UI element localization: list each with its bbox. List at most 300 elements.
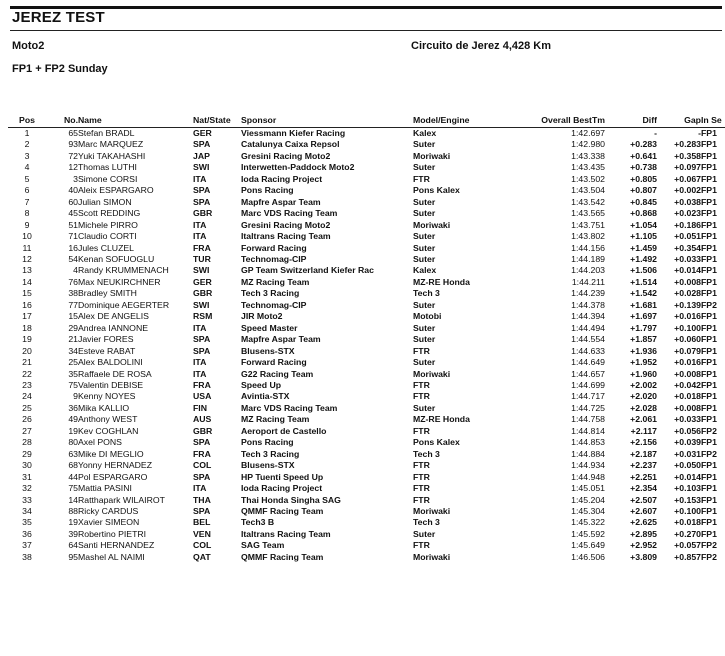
cell-nationality: GBR	[193, 425, 213, 436]
table-row	[8, 254, 725, 265]
cell-pos: 37	[22, 540, 32, 551]
cell-sponsor: JIR Moto2	[241, 311, 283, 322]
col-header-name: Name	[78, 114, 193, 128]
cell-gap: +0.100	[674, 505, 701, 516]
cell-sponsor: Aeroport de Castello	[241, 425, 327, 436]
cell-pos: 8	[24, 208, 30, 219]
cell-sponsor: GP Team Switzerland Kiefer Rac	[241, 265, 374, 276]
cell-rider-name: Axel PONS	[78, 437, 122, 448]
cell-gap: +0.031	[674, 448, 701, 459]
col-header-diff: Diff	[605, 114, 657, 128]
cell-session: FP1	[701, 128, 717, 138]
cell-number: 19	[68, 517, 78, 528]
cell-session: FP1	[701, 311, 717, 322]
cell-best-time: 1:44.884	[571, 448, 605, 459]
table-row	[8, 403, 725, 414]
circuit-label: Circuito de Jerez 4,428 Km	[411, 40, 552, 52]
cell-session: FP1	[701, 471, 717, 482]
cell-sponsor: Marc VDS Racing Team	[241, 402, 338, 413]
cell-best-time: 1:44.717	[571, 391, 605, 402]
table-row	[8, 151, 725, 162]
cell-sponsor: QMMF Racing Team	[241, 505, 324, 516]
table-row	[8, 437, 725, 448]
cell-diff: +2.237	[630, 460, 657, 471]
cell-pos: 18	[22, 322, 32, 333]
cell-nationality: AUS	[193, 414, 212, 425]
cell-nationality: FRA	[193, 448, 211, 459]
table-row	[8, 277, 725, 288]
cell-pos: 28	[22, 437, 32, 448]
cell-pos: 24	[22, 391, 32, 402]
cell-pos: 32	[22, 483, 32, 494]
cell-gap: +0.354	[674, 242, 701, 253]
cell-best-time: 1:44.239	[571, 288, 605, 299]
cell-pos: 30	[22, 460, 32, 471]
class-label: Moto2	[12, 40, 45, 52]
cell-model-engine: Moriwaki	[413, 150, 451, 161]
cell-nationality: TUR	[193, 253, 211, 264]
cell-model-engine: Suter	[413, 162, 436, 173]
cell-nationality: SPA	[193, 334, 211, 345]
cell-best-time: 1:44.814	[571, 425, 605, 436]
cell-nationality: SPA	[193, 185, 211, 196]
table-row	[8, 231, 725, 242]
cell-model-engine: Suter	[413, 196, 436, 207]
cell-pos: 31	[22, 471, 32, 482]
cell-pos: 13	[22, 265, 32, 276]
cell-model-engine: FTR	[413, 471, 430, 482]
cell-sponsor: Forward Racing	[241, 242, 307, 253]
cell-diff: +0.868	[630, 208, 657, 219]
table-row	[8, 506, 725, 517]
cell-gap: +0.056	[674, 425, 701, 436]
cell-pos: 3	[24, 150, 30, 161]
col-header-sponsor: Sponsor	[241, 114, 413, 128]
col-header-in-session: In Se	[701, 114, 725, 128]
cell-gap: +0.038	[674, 196, 701, 207]
header-rule	[10, 6, 722, 9]
cell-gap: -	[698, 128, 701, 138]
cell-rider-name: Mattia PASINI	[78, 483, 132, 494]
table-row	[8, 323, 725, 334]
cell-model-engine: Tech 3	[413, 517, 440, 528]
cell-best-time: 1:43.435	[571, 162, 605, 173]
cell-model-engine: Moriwaki	[413, 368, 451, 379]
cell-diff: +0.807	[630, 185, 657, 196]
cell-rider-name: Thomas LUTHI	[78, 162, 137, 173]
cell-sponsor: SAG Team	[241, 540, 285, 551]
cell-nationality: GBR	[193, 288, 213, 299]
cell-diff: +1.797	[630, 322, 657, 333]
cell-diff: +2.354	[630, 483, 657, 494]
cell-pos: 36	[22, 528, 32, 539]
cell-nationality: SPA	[193, 345, 211, 356]
cell-pos: 4	[24, 162, 30, 173]
cell-number: 77	[68, 299, 78, 310]
cell-pos: 16	[22, 299, 32, 310]
table-row	[8, 472, 725, 483]
cell-model-engine: FTR	[413, 483, 430, 494]
cell-number: 35	[68, 368, 78, 379]
cell-model-engine: Suter	[413, 242, 436, 253]
cell-gap: +0.018	[674, 517, 701, 528]
cell-sponsor: Ioda Racing Project	[241, 173, 323, 184]
table-row	[8, 334, 725, 345]
cell-gap: +0.023	[674, 208, 701, 219]
cell-number: 45	[68, 208, 78, 219]
cell-model-engine: Suter	[413, 139, 436, 150]
cell-nationality: FRA	[193, 379, 211, 390]
cell-number: 68	[68, 460, 78, 471]
table-row	[8, 288, 725, 299]
cell-sponsor: G22 Racing Team	[241, 368, 314, 379]
cell-number: 39	[68, 528, 78, 539]
table-row	[8, 357, 725, 368]
cell-rider-name: Alex DE ANGELIS	[78, 311, 149, 322]
cell-model-engine: Moriwaki	[413, 505, 451, 516]
cell-gap: +0.008	[674, 368, 701, 379]
cell-number: 4	[73, 265, 78, 276]
cell-number: 95	[68, 551, 78, 562]
cell-best-time: 1:44.853	[571, 437, 605, 448]
cell-sponsor: MZ Racing Team	[241, 276, 310, 287]
cell-pos: 29	[22, 448, 32, 459]
cell-pos: 21	[22, 357, 32, 368]
cell-pos: 23	[22, 379, 32, 390]
cell-pos: 1	[24, 128, 30, 138]
cell-best-time: 1:43.542	[571, 196, 605, 207]
cell-diff: +2.156	[630, 437, 657, 448]
cell-pos: 38	[22, 551, 32, 562]
cell-session: FP1	[701, 528, 717, 539]
cell-diff: +1.697	[630, 311, 657, 322]
cell-model-engine: FTR	[413, 345, 430, 356]
cell-rider-name: Yuki TAKAHASHI	[78, 150, 146, 161]
cell-sponsor: Tech3 B	[241, 517, 275, 528]
cell-sponsor: Speed Master	[241, 322, 298, 333]
cell-pos: 10	[22, 231, 32, 242]
cell-number: 40	[68, 185, 78, 196]
cell-model-engine: Suter	[413, 231, 436, 242]
cell-nationality: SWI	[193, 265, 210, 276]
cell-sponsor: QMMF Racing Team	[241, 551, 324, 562]
cell-session: FP1	[701, 505, 717, 516]
cell-number: 16	[68, 242, 78, 253]
table-row	[8, 208, 725, 219]
cell-gap: +0.283	[674, 139, 701, 150]
cell-number: 88	[68, 505, 78, 516]
cell-diff: +1.492	[630, 253, 657, 264]
cell-model-engine: FTR	[413, 494, 430, 505]
cell-gap: +0.050	[674, 460, 701, 471]
cell-model-engine: Suter	[413, 322, 436, 333]
cell-model-engine: FTR	[413, 460, 430, 471]
cell-best-time: 1:45.322	[571, 517, 605, 528]
cell-sponsor: Ioda Racing Project	[241, 483, 323, 494]
table-row	[8, 220, 725, 231]
cell-diff: +1.542	[630, 288, 657, 299]
cell-nationality: THA	[193, 494, 211, 505]
cell-nationality: BEL	[193, 517, 211, 528]
cell-gap: +0.103	[674, 483, 701, 494]
cell-gap: +0.153	[674, 494, 701, 505]
cell-gap: +0.028	[674, 288, 701, 299]
cell-sponsor: Avintia-STX	[241, 391, 290, 402]
cell-best-time: 1:43.504	[571, 185, 605, 196]
cell-diff: +2.028	[630, 402, 657, 413]
table-row	[8, 300, 725, 311]
table-row	[8, 128, 725, 140]
cell-sponsor: Pons Racing	[241, 185, 294, 196]
cell-number: 75	[68, 483, 78, 494]
cell-pos: 2	[24, 139, 30, 150]
cell-session: FP2	[701, 425, 717, 436]
cell-model-engine: FTR	[413, 379, 430, 390]
table-row	[8, 483, 725, 494]
results-table	[8, 114, 725, 563]
cell-session: FP1	[701, 322, 717, 333]
cell-session: FP1	[701, 242, 717, 253]
cell-session: FP2	[701, 448, 717, 459]
cell-diff: +2.187	[630, 448, 657, 459]
cell-nationality: USA	[193, 391, 212, 402]
cell-diff: +0.283	[630, 139, 657, 150]
cell-model-engine: FTR	[413, 391, 430, 402]
cell-number: 21	[68, 334, 78, 345]
cell-diff: +2.625	[630, 517, 657, 528]
cell-nationality: COL	[193, 460, 212, 471]
cell-rider-name: Max NEUKIRCHNER	[78, 276, 161, 287]
cell-sponsor: Italtrans Racing Team	[241, 231, 331, 242]
cell-rider-name: Esteve RABAT	[78, 345, 136, 356]
cell-number: 63	[68, 448, 78, 459]
table-row	[8, 311, 725, 322]
table-row	[8, 243, 725, 254]
cell-number: 60	[68, 196, 78, 207]
cell-number: 12	[68, 162, 78, 173]
cell-rider-name: Michele PIRRO	[78, 219, 138, 230]
cell-rider-name: Simone CORSI	[78, 173, 138, 184]
cell-rider-name: Stefan BRADL	[78, 128, 135, 138]
cell-rider-name: Kev COGHLAN	[78, 425, 139, 436]
cell-sponsor: Viessmann Kiefer Racing	[241, 128, 346, 138]
cell-session: FP1	[701, 437, 717, 448]
cell-best-time: 1:45.304	[571, 505, 605, 516]
table-row	[8, 552, 725, 563]
cell-best-time: 1:43.802	[571, 231, 605, 242]
cell-best-time: 1:42.980	[571, 139, 605, 150]
cell-best-time: 1:44.725	[571, 402, 605, 413]
cell-best-time: 1:44.633	[571, 345, 605, 356]
cell-pos: 34	[22, 505, 32, 516]
table-row	[8, 529, 725, 540]
cell-best-time: 1:43.751	[571, 219, 605, 230]
cell-number: 44	[68, 471, 78, 482]
cell-number: 93	[68, 139, 78, 150]
cell-session: FP2	[701, 540, 717, 551]
cell-gap: +0.002	[674, 185, 701, 196]
table-row	[8, 391, 725, 402]
cell-number: 15	[68, 311, 78, 322]
cell-best-time: 1:44.203	[571, 265, 605, 276]
cell-model-engine: Motobi	[413, 311, 442, 322]
cell-model-engine: MZ-RE Honda	[413, 414, 470, 425]
cell-rider-name: Claudio CORTI	[78, 231, 137, 242]
cell-sponsor: Tech 3 Racing	[241, 448, 300, 459]
cell-nationality: ITA	[193, 173, 207, 184]
cell-session: FP1	[701, 276, 717, 287]
cell-session: FP1	[701, 265, 717, 276]
cell-diff: +1.054	[630, 219, 657, 230]
cell-best-time: 1:44.494	[571, 322, 605, 333]
table-row	[8, 174, 725, 185]
cell-rider-name: Mika KALLIO	[78, 402, 130, 413]
cell-rider-name: Bradley SMITH	[78, 288, 137, 299]
cell-number: 49	[68, 414, 78, 425]
cell-gap: +0.139	[674, 299, 701, 310]
cell-rider-name: Jules CLUZEL	[78, 242, 135, 253]
cell-sponsor: Forward Racing	[241, 357, 307, 368]
cell-best-time: 1:45.051	[571, 483, 605, 494]
cell-diff: -	[654, 128, 657, 138]
cell-session: FP1	[701, 185, 717, 196]
cell-gap: +0.051	[674, 231, 701, 242]
cell-best-time: 1:42.697	[571, 128, 605, 138]
cell-gap: +0.042	[674, 379, 701, 390]
table-row	[8, 426, 725, 437]
cell-model-engine: Tech 3	[413, 288, 440, 299]
cell-best-time: 1:43.502	[571, 173, 605, 184]
cell-sponsor: Mapfre Aspar Team	[241, 196, 321, 207]
cell-sponsor: Gresini Racing Moto2	[241, 219, 331, 230]
cell-rider-name: Mike DI MEGLIO	[78, 448, 144, 459]
cell-number: 19	[68, 425, 78, 436]
cell-rider-name: Santi HERNANDEZ	[78, 540, 155, 551]
cell-pos: 6	[24, 185, 30, 196]
cell-best-time: 1:44.758	[571, 414, 605, 425]
cell-pos: 17	[22, 311, 32, 322]
cell-diff: +1.681	[630, 299, 657, 310]
cell-number: 75	[68, 379, 78, 390]
cell-gap: +0.057	[674, 540, 701, 551]
cell-session: FP1	[701, 231, 717, 242]
cell-rider-name: Ratthapark WILAIROT	[78, 494, 165, 505]
cell-rider-name: Andrea IANNONE	[78, 322, 149, 333]
cell-rider-name: Javier FORES	[78, 334, 134, 345]
cell-diff: +3.809	[630, 551, 657, 562]
cell-session: FP1	[701, 517, 717, 528]
table-row	[8, 185, 725, 196]
cell-best-time: 1:46.506	[571, 551, 605, 562]
cell-number: 14	[68, 494, 78, 505]
table-row	[8, 369, 725, 380]
cell-model-engine: Pons Kalex	[413, 437, 460, 448]
cell-best-time: 1:44.649	[571, 357, 605, 368]
cell-gap: +0.014	[674, 265, 701, 276]
cell-nationality: SWI	[193, 299, 210, 310]
cell-sponsor: Interwetten-Paddock Moto2	[241, 162, 355, 173]
cell-best-time: 1:45.592	[571, 528, 605, 539]
cell-best-time: 1:45.649	[571, 540, 605, 551]
cell-model-engine: Pons Kalex	[413, 185, 460, 196]
col-header-no: No.	[46, 114, 78, 128]
cell-session: FP1	[701, 402, 717, 413]
title-divider	[10, 30, 722, 31]
cell-diff: +1.514	[630, 276, 657, 287]
cell-diff: +2.061	[630, 414, 657, 425]
cell-gap: +0.014	[674, 471, 701, 482]
col-header-gap: Gap	[657, 114, 701, 128]
cell-rider-name: Kenan SOFUOGLU	[78, 253, 155, 264]
cell-session: FP1	[701, 379, 717, 390]
cell-nationality: SPA	[193, 505, 211, 516]
cell-gap: +0.358	[674, 150, 701, 161]
cell-nationality: SWI	[193, 162, 210, 173]
cell-number: 38	[68, 288, 78, 299]
cell-number: 65	[68, 128, 78, 138]
table-row	[8, 265, 725, 276]
cell-number: 54	[68, 253, 78, 264]
cell-diff: +1.105	[630, 231, 657, 242]
cell-nationality: FIN	[193, 402, 207, 413]
cell-gap: +0.079	[674, 345, 701, 356]
cell-session: FP1	[701, 334, 717, 345]
cell-rider-name: Marc MARQUEZ	[78, 139, 144, 150]
cell-best-time: 1:44.934	[571, 460, 605, 471]
cell-nationality: ITA	[193, 368, 207, 379]
cell-rider-name: Valentin DEBISE	[78, 379, 144, 390]
cell-sponsor: Gresini Racing Moto2	[241, 150, 331, 161]
cell-diff: +1.857	[630, 334, 657, 345]
cell-model-engine: Suter	[413, 357, 436, 368]
cell-rider-name: Raffaele DE ROSA	[78, 368, 152, 379]
cell-pos: 14	[22, 276, 32, 287]
cell-rider-name: Yonny HERNADEZ	[78, 460, 153, 471]
cell-nationality: VEN	[193, 528, 211, 539]
cell-rider-name: Kenny NOYES	[78, 391, 136, 402]
cell-model-engine: FTR	[413, 425, 430, 436]
cell-sponsor: Thai Honda Singha SAG	[241, 494, 341, 505]
cell-model-engine: FTR	[413, 540, 430, 551]
cell-sponsor: HP Tuenti Speed Up	[241, 471, 324, 482]
cell-gap: +0.016	[674, 357, 701, 368]
cell-rider-name: Anthony WEST	[78, 414, 138, 425]
cell-rider-name: Scott REDDING	[78, 208, 141, 219]
cell-diff: +1.960	[630, 368, 657, 379]
cell-sponsor: MZ Racing Team	[241, 414, 310, 425]
cell-diff: +0.845	[630, 196, 657, 207]
cell-gap: +0.033	[674, 253, 701, 264]
cell-model-engine: Moriwaki	[413, 551, 451, 562]
results-body	[8, 128, 725, 564]
cell-best-time: 1:44.156	[571, 242, 605, 253]
cell-diff: +2.020	[630, 391, 657, 402]
cell-pos: 22	[22, 368, 32, 379]
cell-sponsor: Blusens-STX	[241, 460, 295, 471]
cell-model-engine: Suter	[413, 528, 436, 539]
cell-gap: +0.039	[674, 437, 701, 448]
table-row	[8, 460, 725, 471]
cell-session: FP1	[701, 208, 717, 219]
cell-gap: +0.067	[674, 173, 701, 184]
cell-number: 34	[68, 345, 78, 356]
cell-model-engine: Kalex	[413, 128, 437, 138]
table-row	[8, 414, 725, 425]
cell-gap: +0.008	[674, 276, 701, 287]
cell-gap: +0.270	[674, 528, 701, 539]
table-row	[8, 540, 725, 551]
cell-diff: +2.251	[630, 471, 657, 482]
